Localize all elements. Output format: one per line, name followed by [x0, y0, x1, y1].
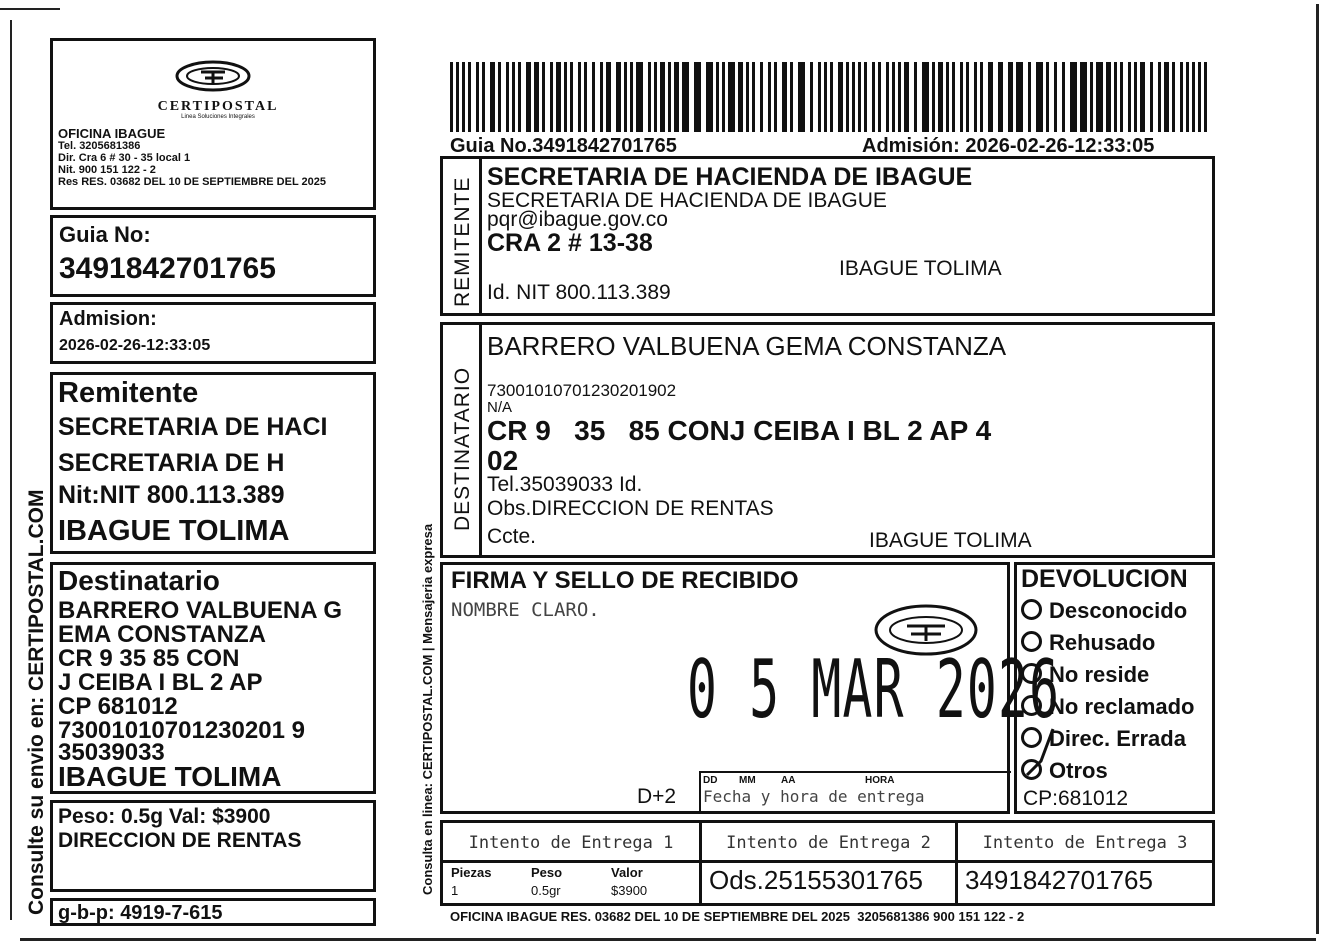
firma-title: FIRMA Y SELLO DE RECIBIDO — [451, 567, 799, 594]
barcode-bar — [1128, 62, 1131, 132]
barcode-bar — [798, 62, 805, 132]
barcode-bar — [898, 62, 901, 132]
barcode-bar — [1070, 62, 1077, 132]
barcode-bar — [914, 62, 917, 132]
logo-tagline: Linea Soluciones Integrales — [181, 114, 255, 120]
remitente-tab: REMITENTE — [451, 176, 474, 307]
barcode-bar — [1150, 62, 1153, 132]
barcode-bar — [922, 62, 929, 132]
office-name: OFICINA IBAGUE — [58, 126, 166, 141]
check-mark-icon — [1023, 725, 1063, 781]
barcode-bar — [706, 62, 713, 132]
firma-box — [440, 562, 1061, 814]
devolucion-option-label: No reside — [1049, 662, 1150, 687]
barcode-bar — [468, 62, 471, 132]
office-dir: Dir. Cra 6 # 30 - 35 local 1 — [58, 152, 191, 164]
devolucion-option-desconocido[interactable] — [1021, 598, 1187, 624]
devolucion-title: DEVOLUCION — [1021, 565, 1188, 593]
remitente-city: IBAGUE TOLIMA — [839, 257, 1002, 280]
barcode-bar — [512, 62, 515, 132]
valor-header: Valor — [611, 865, 643, 880]
barcode-bar — [1192, 62, 1195, 132]
barcode-bar — [584, 62, 587, 132]
destinatario-address-2: 02 — [487, 445, 519, 476]
destinatario-city: IBAGUE TOLIMA — [869, 529, 1032, 552]
barcode-bar — [498, 62, 501, 132]
barcode-bar — [1028, 62, 1031, 132]
destinatario-box — [440, 322, 1215, 558]
devolucion-option-no-reside[interactable] — [1021, 662, 1149, 688]
barcode-bar — [1016, 62, 1023, 132]
barcode-bar — [1106, 62, 1111, 132]
barcode-bar — [694, 62, 701, 132]
obs-line: DIRECCION DE RENTAS — [58, 829, 302, 852]
destinatario-left-line-4: J CEIBA I BL 2 AP — [58, 669, 263, 696]
destinatario-name: BARRERO VALBUENA GEMA CONSTANZA — [487, 331, 1007, 361]
barcode-bar — [818, 62, 821, 132]
gbp-box — [50, 898, 376, 926]
gbp-code: g-b-p: 4919-7-615 — [58, 902, 223, 924]
barcode-bar — [636, 62, 643, 132]
barcode-bar — [456, 62, 459, 132]
barcode-bar — [570, 62, 573, 132]
peso-value: 0.5gr — [531, 883, 561, 898]
intento-1-label: Intento de Entrega 1 — [468, 833, 674, 853]
remitente-box — [440, 156, 1215, 316]
barcode-bar — [864, 62, 867, 132]
barcode-bar — [1134, 62, 1137, 132]
barcode-bar — [746, 62, 749, 132]
barcode-bar — [630, 62, 633, 132]
barcode-bar — [1140, 62, 1145, 132]
logo-text: CERTIPOSTAL — [157, 99, 279, 114]
barcode-bar — [824, 62, 827, 132]
barcode-bar — [752, 62, 755, 132]
office-tel: Tel. 3205681386 — [58, 140, 141, 152]
barcode-bar — [1120, 62, 1123, 132]
barcode-bar — [556, 62, 561, 132]
date-head-aa: AA — [781, 775, 796, 786]
barcode-bar — [606, 62, 611, 132]
devolucion-option-no-reclamado[interactable] — [1021, 694, 1195, 720]
d-plus-2: D+2 — [637, 785, 677, 808]
barcode-bar — [1198, 62, 1201, 132]
office-nit: Nit. 900 151 122 - 2 — [58, 164, 156, 176]
destinatario-address-1: CR 9 35 85 CONJ CEIBA I BL 2 AP 4 — [487, 415, 992, 446]
remitente-name-2: SECRETARIA DE HACIENDA DE IBAGUE — [487, 189, 887, 212]
barcode-bar — [1180, 62, 1183, 132]
barcode-bar — [768, 62, 771, 132]
header-admision: Admisión: 2026-02-26-12:33:05 — [862, 135, 1155, 157]
barcode-bar — [482, 62, 485, 132]
barcode-bar — [668, 62, 671, 132]
date-head-hora: HORA — [865, 775, 895, 786]
barcode-bar — [1096, 62, 1103, 132]
remitente-left-box — [50, 372, 376, 554]
barcode-bar — [1054, 62, 1057, 132]
consulte-vertical-text: Consulte su envio en: CERTIPOSTAL.COM — [25, 489, 48, 915]
peso-header: Peso — [531, 865, 563, 880]
barcode-bar — [526, 62, 531, 132]
page-border-top — [0, 8, 60, 10]
remitente-left-line-2: SECRETARIA DE H — [58, 449, 285, 477]
barcode-bar — [810, 62, 813, 132]
destinatario-left-box — [50, 562, 376, 794]
destinatario-obs: Obs.DIRECCION DE RENTAS — [487, 497, 774, 520]
radio-circle-icon — [1021, 599, 1042, 620]
barcode — [450, 62, 1212, 132]
destinatario-left-line-6: 73001010701230201 9 — [58, 717, 305, 744]
devolucion-option-label: Rehusado — [1049, 630, 1156, 655]
page-border-bottom — [20, 938, 1316, 941]
guia-number: 3491842701765 — [59, 252, 276, 285]
barcode-bar — [960, 62, 963, 132]
destinatario-ccte: Ccte. — [487, 525, 537, 548]
barcode-bar — [660, 62, 665, 132]
office-res: Res RES. 03682 DEL 10 DE SEPTIEMBRE DEL 2025 — [58, 176, 326, 188]
barcode-bar — [886, 62, 889, 132]
barcode-bar — [932, 62, 935, 132]
guia-box — [50, 215, 376, 297]
destinatario-code: 73001010701230201902 — [487, 381, 677, 400]
admision-box — [50, 302, 376, 364]
barcode-bar — [1090, 62, 1093, 132]
barcode-bar — [550, 62, 553, 132]
barcode-bar — [624, 62, 627, 132]
admision-label: Admision: — [59, 308, 157, 330]
barcode-bar — [1172, 62, 1175, 132]
devolucion-option-label: Direc. Errada — [1049, 726, 1186, 751]
barcode-bar — [1036, 62, 1043, 132]
destinatario-left-line-2: EMA CONSTANZA — [58, 621, 266, 648]
intentos-box — [440, 820, 1215, 906]
barcode-bar — [846, 62, 849, 132]
remitente-left-line-4: IBAGUE TOLIMA — [58, 515, 290, 547]
barcode-bar — [782, 62, 787, 132]
destinatario-left-line-8: IBAGUE TOLIMA — [58, 761, 282, 792]
barcode-bar — [476, 62, 479, 132]
nombre-claro: NOMBRE CLARO. — [451, 599, 600, 621]
office-box — [50, 38, 376, 210]
remitente-name-1: SECRETARIA DE HACIENDA DE IBAGUE — [487, 163, 973, 191]
destinatario-left-line-1: BARRERO VALBUENA G — [58, 597, 343, 624]
remitente-left-line-1: SECRETARIA DE HACI — [58, 413, 328, 441]
ods-number: Ods.25155301765 — [709, 865, 923, 895]
fecha-hora-label: Fecha y hora de entrega — [703, 787, 925, 806]
remitente-email: pqr@ibague.gov.co — [487, 208, 668, 231]
barcode-bar — [852, 62, 855, 132]
barcode-bar — [998, 62, 1003, 132]
remitente-left-line-3: Nit:NIT 800.113.389 — [58, 481, 285, 509]
destinatario-left-line-3: CR 9 35 85 CON — [58, 645, 240, 672]
barcode-bar — [518, 62, 521, 132]
barcode-bar — [988, 62, 993, 132]
barcode-bar — [946, 62, 949, 132]
intento-3-label: Intento de Entrega 3 — [982, 833, 1188, 853]
barcode-bar — [506, 62, 509, 132]
header-guia: Guia No.3491842701765 — [450, 135, 677, 157]
barcode-bar — [542, 62, 545, 132]
barcode-bar — [1204, 62, 1207, 132]
piezas-value: 1 — [451, 883, 459, 898]
barcode-bar — [892, 62, 895, 132]
remitente-tab-divider — [479, 159, 482, 313]
footer-office-line: OFICINA IBAGUE RES. 03682 DEL 10 DE SEPTIEMBRE DEL 2025 3205681386 900 151 122 - 2 — [450, 909, 1025, 924]
page-border-right — [1316, 4, 1319, 934]
radio-circle-icon — [1021, 695, 1042, 716]
remitente-address: CRA 2 # 13-38 — [487, 229, 653, 257]
barcode-bar — [838, 62, 843, 132]
barcode-bar — [1062, 62, 1065, 132]
barcode-bar — [1080, 62, 1087, 132]
devolucion-cp: CP:681012 — [1023, 787, 1129, 810]
devolucion-option-rehusado[interactable] — [1021, 630, 1155, 656]
barcode-bar — [1186, 62, 1189, 132]
peso-line: Peso: 0.5g Val: $3900 — [58, 805, 271, 828]
barcode-bar — [1164, 62, 1169, 132]
barcode-bar — [616, 62, 621, 132]
devolucion-option-label: Otros — [1049, 758, 1108, 783]
barcode-bar — [938, 62, 943, 132]
guia-label: Guia No: — [59, 222, 151, 247]
destinatario-tab: DESTINATARIO — [451, 366, 474, 531]
remitente-id: Id. NIT 800.113.389 — [487, 281, 671, 304]
destinatario-left-line-7: 35039033 — [58, 739, 165, 766]
barcode-bar — [654, 62, 657, 132]
destinatario-na: N/A — [487, 399, 513, 416]
date-head-mm: MM — [739, 775, 756, 786]
barcode-bar — [980, 62, 983, 132]
barcode-bar — [1114, 62, 1117, 132]
page-border-left — [10, 20, 12, 920]
barcode-bar — [564, 62, 567, 132]
destinatario-tab-divider — [479, 325, 482, 555]
fecha-hora-box — [699, 771, 1011, 813]
barcode-bar — [966, 62, 969, 132]
date-head-dd: DD — [703, 775, 718, 786]
barcode-bar — [738, 62, 743, 132]
barcode-bar — [760, 62, 763, 132]
barcode-bar — [904, 62, 909, 132]
barcode-bar — [1046, 62, 1049, 132]
certipostal-logo — [165, 59, 261, 93]
barcode-bar — [1158, 62, 1161, 132]
barcode-bar — [728, 62, 735, 132]
intentos-row-divider — [443, 860, 1212, 863]
barcode-bar — [490, 62, 495, 132]
barcode-bar — [858, 62, 861, 132]
devolucion-box — [1014, 562, 1215, 814]
destinatario-left-line-5: CP 681012 — [58, 693, 178, 720]
devolucion-option-label: No reclamado — [1049, 694, 1195, 719]
barcode-bar — [952, 62, 955, 132]
admision-value: 2026-02-26-12:33:05 — [59, 337, 211, 354]
barcode-bar — [600, 62, 603, 132]
stamp-date: 0 5 MAR 2026 — [687, 643, 1061, 736]
peso-box — [50, 800, 376, 892]
barcode-bar — [592, 62, 595, 132]
guia-bottom-number: 3491842701765 — [965, 865, 1153, 895]
barcode-bar — [534, 62, 539, 132]
barcode-bar — [450, 62, 453, 132]
devolucion-option-label: Desconocido — [1049, 598, 1188, 623]
barcode-bar — [872, 62, 875, 132]
barcode-bar — [1008, 62, 1013, 132]
barcode-bar — [682, 62, 689, 132]
intento-2-label: Intento de Entrega 2 — [726, 833, 931, 853]
piezas-header: Piezas — [451, 865, 492, 880]
barcode-bar — [648, 62, 651, 132]
radio-circle-icon — [1021, 663, 1042, 684]
barcode-bar — [878, 62, 881, 132]
barcode-bar — [578, 62, 581, 132]
barcode-bar — [722, 62, 725, 132]
valor-value: $3900 — [611, 883, 648, 898]
consulta-linea-vertical-text: Consulta en linea: CERTIPOSTAL.COM | Mensajeria expresa — [420, 523, 435, 895]
barcode-bar — [716, 62, 719, 132]
barcode-bar — [830, 62, 833, 132]
radio-circle-icon — [1021, 631, 1042, 652]
remitente-left-title: Remitente — [58, 377, 199, 409]
barcode-bar — [674, 62, 679, 132]
barcode-bar — [462, 62, 465, 132]
barcode-bar — [774, 62, 777, 132]
destinatario-tel: Tel.35039033 Id. — [487, 473, 643, 496]
barcode-bar — [790, 62, 793, 132]
destinatario-left-title: Destinatario — [58, 565, 220, 596]
barcode-bar — [974, 62, 977, 132]
